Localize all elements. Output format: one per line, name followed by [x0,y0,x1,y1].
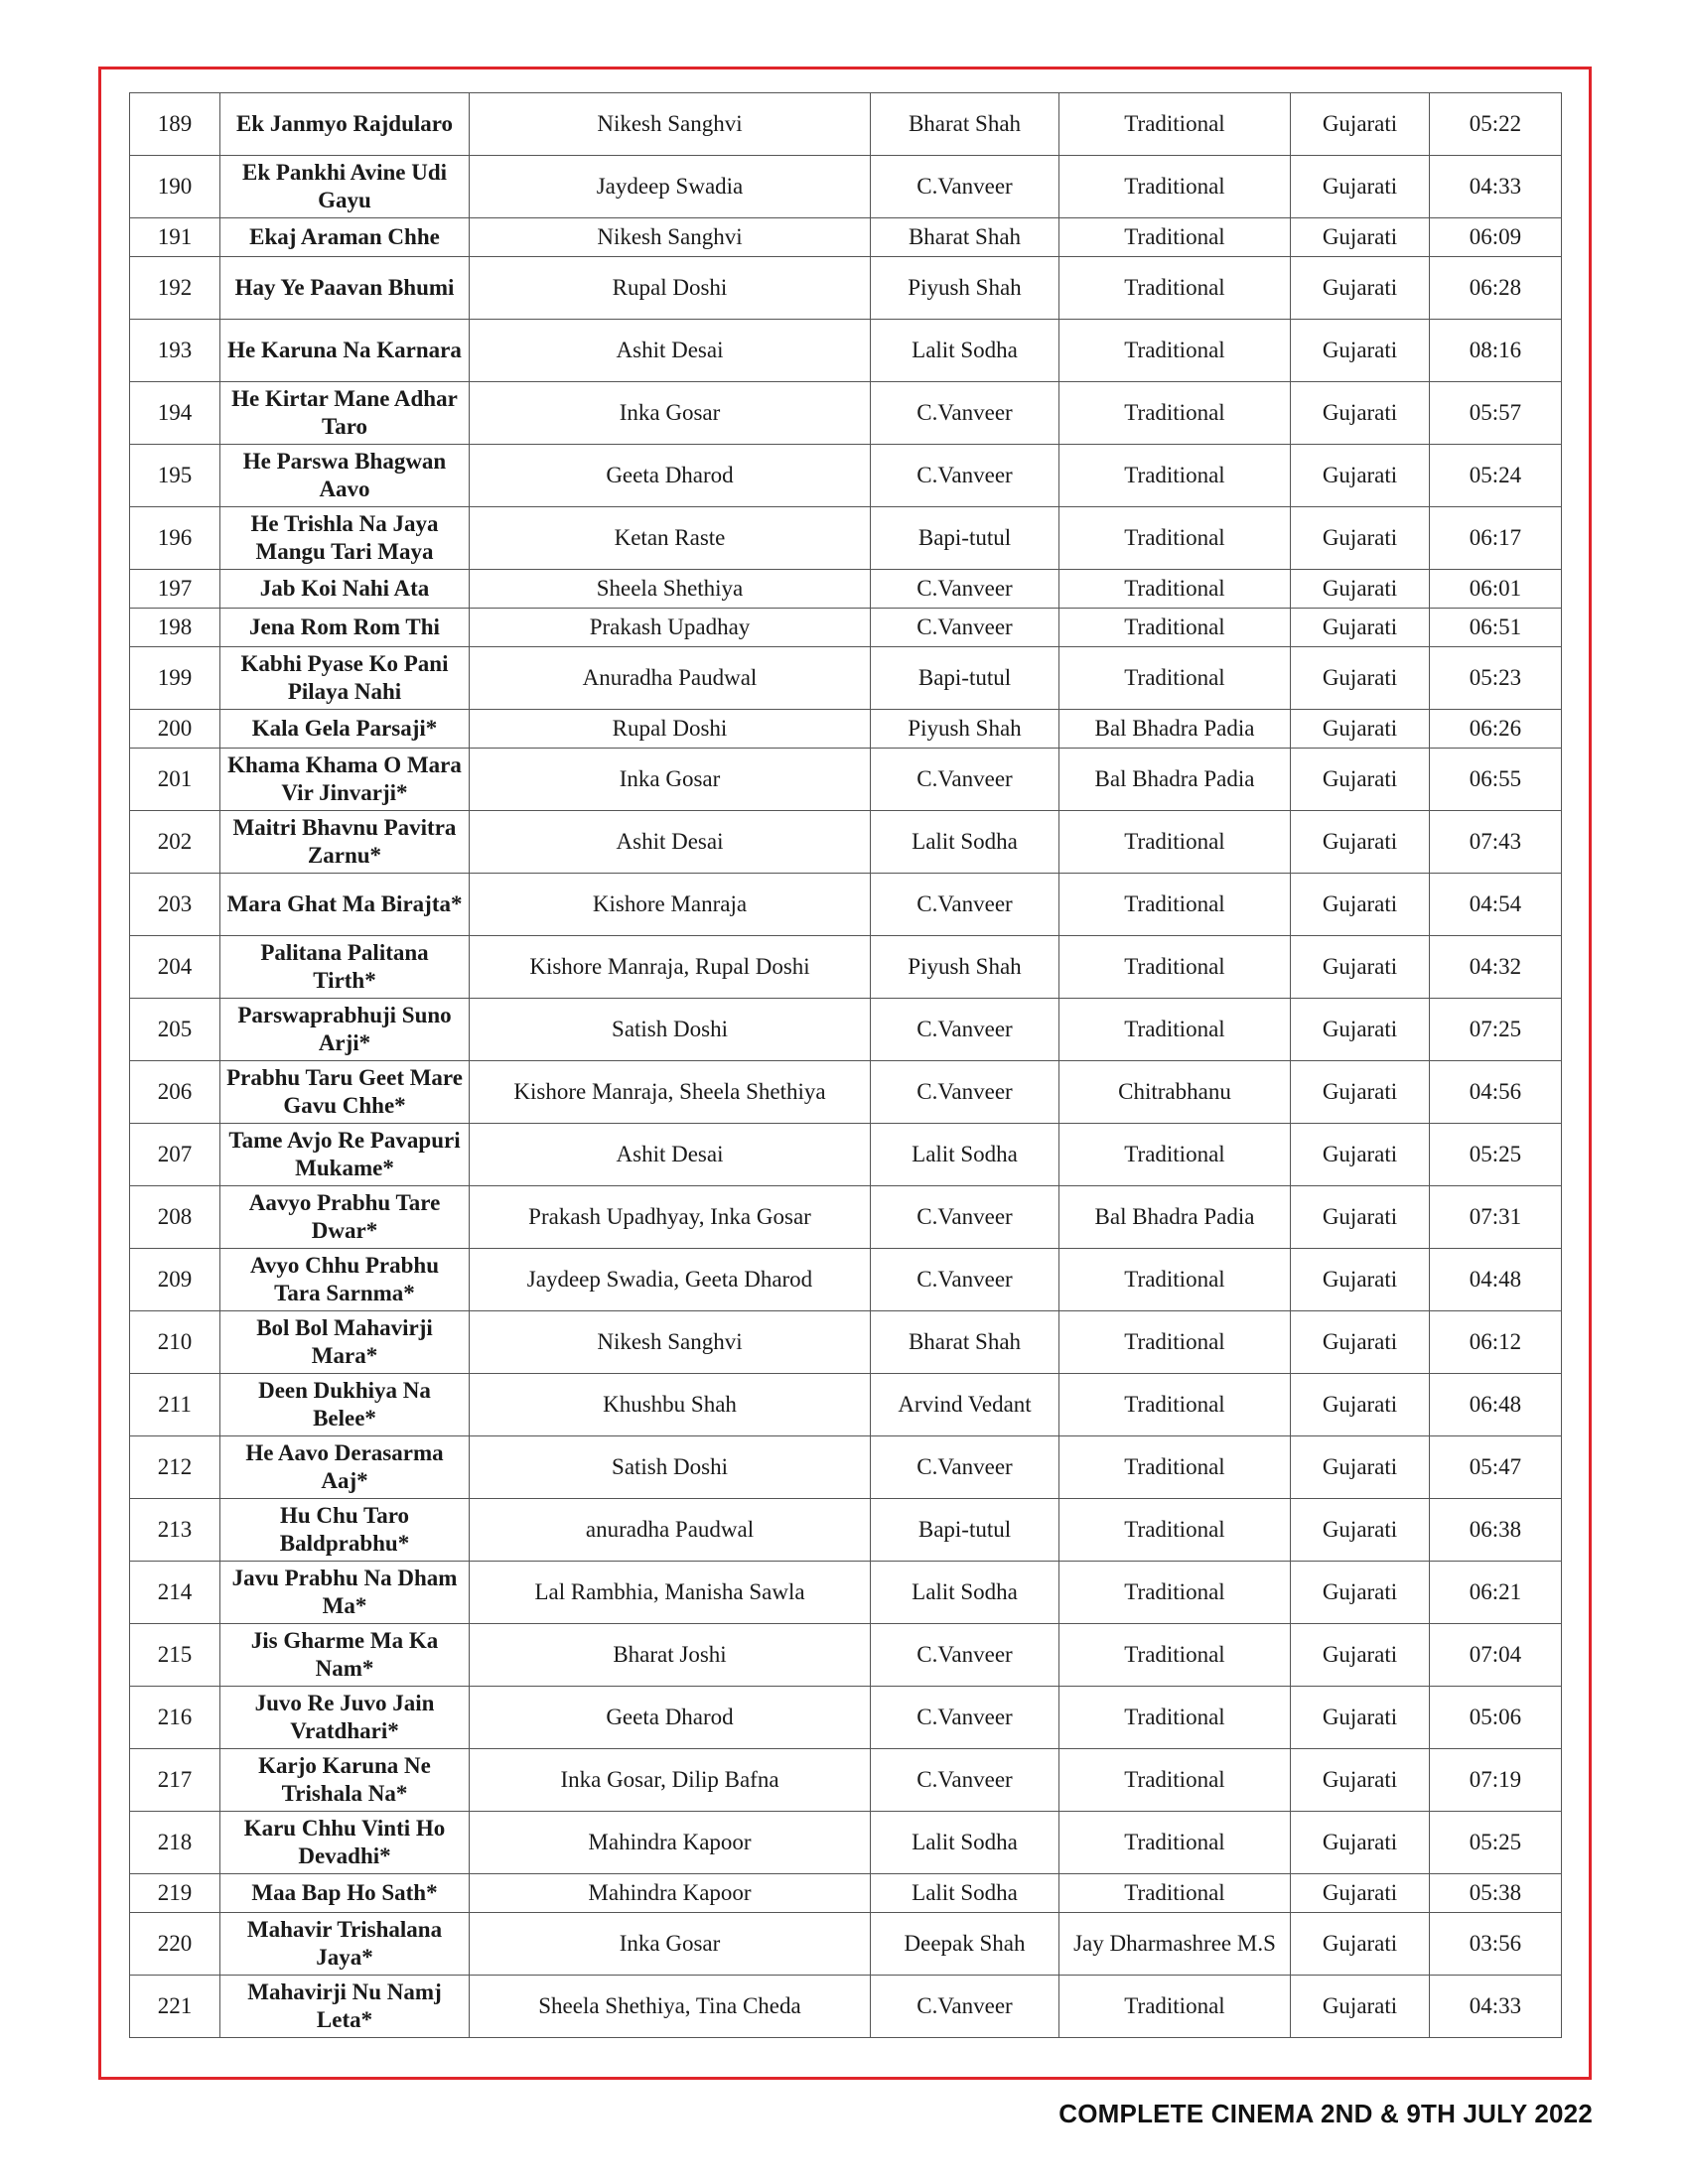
cell-singer: anuradha Paudwal [470,1499,871,1562]
cell-language: Gujarati [1291,647,1430,710]
cell-music-director: C.Vanveer [871,382,1059,445]
cell-music-director: Lalit Sodha [871,1124,1059,1186]
table-row [130,93,1562,156]
cell-singer: Nikesh Sanghvi [470,218,871,257]
cell-singer: Jaydeep Swadia [470,156,871,218]
cell-music-director: Bapi-tutul [871,647,1059,710]
cell-music-director: C.Vanveer [871,445,1059,507]
cell-music-director: C.Vanveer [871,1436,1059,1499]
cell-language: Gujarati [1291,1874,1430,1913]
cell-singer: Mahindra Kapoor [470,1812,871,1874]
cell-music-director: Deepak Shah [871,1913,1059,1976]
cell-duration: 05:25 [1430,1124,1562,1186]
table-row [130,257,1562,320]
cell-singer: Mahindra Kapoor [470,1874,871,1913]
cell-duration: 07:25 [1430,999,1562,1061]
table-row [130,1499,1562,1562]
cell-song-number: 204 [130,936,220,999]
cell-music-director: Arvind Vedant [871,1374,1059,1436]
cell-music-director: C.Vanveer [871,1186,1059,1249]
table-row [130,218,1562,257]
cell-duration: 05:06 [1430,1687,1562,1749]
cell-language: Gujarati [1291,1812,1430,1874]
cell-lyricist: Traditional [1059,1311,1291,1374]
cell-lyricist: Jay Dharmashree M.S [1059,1913,1291,1976]
cell-language: Gujarati [1291,1186,1430,1249]
cell-duration: 07:04 [1430,1624,1562,1687]
cell-song-number: 189 [130,93,220,156]
cell-song-title: Ek Pankhi Avine Udi Gayu [220,156,470,218]
table-row [130,1562,1562,1624]
table-row [130,1812,1562,1874]
cell-lyricist: Traditional [1059,1976,1291,2038]
cell-song-title: Mahavirji Nu Namj Leta* [220,1976,470,2038]
cell-music-director: Lalit Sodha [871,1874,1059,1913]
cell-song-title: Hu Chu Taro Baldprabhu* [220,1499,470,1562]
cell-song-title: Jab Koi Nahi Ata [220,570,470,609]
cell-duration: 07:43 [1430,811,1562,874]
cell-lyricist: Traditional [1059,1624,1291,1687]
table-row [130,570,1562,609]
cell-singer: Khushbu Shah [470,1374,871,1436]
cell-duration: 04:54 [1430,874,1562,936]
cell-music-director: Bapi-tutul [871,507,1059,570]
cell-music-director: Bharat Shah [871,93,1059,156]
cell-song-number: 218 [130,1812,220,1874]
cell-duration: 04:32 [1430,936,1562,999]
cell-song-number: 193 [130,320,220,382]
cell-music-director: C.Vanveer [871,156,1059,218]
cell-song-number: 220 [130,1913,220,1976]
cell-song-title: Aavyo Prabhu Tare Dwar* [220,1186,470,1249]
cell-singer: Kishore Manraja, Rupal Doshi [470,936,871,999]
cell-duration: 07:31 [1430,1186,1562,1249]
cell-song-title: Hay Ye Paavan Bhumi [220,257,470,320]
cell-song-title: Palitana Palitana Tirth* [220,936,470,999]
cell-duration: 06:21 [1430,1562,1562,1624]
cell-song-title: Mahavir Trishalana Jaya* [220,1913,470,1976]
cell-lyricist: Traditional [1059,1874,1291,1913]
cell-song-title: He Karuna Na Karnara [220,320,470,382]
cell-lyricist: Traditional [1059,1499,1291,1562]
cell-music-director: Lalit Sodha [871,320,1059,382]
cell-duration: 03:56 [1430,1913,1562,1976]
cell-singer: Inka Gosar [470,382,871,445]
cell-duration: 05:57 [1430,382,1562,445]
cell-language: Gujarati [1291,1749,1430,1812]
cell-song-title: He Kirtar Mane Adhar Taro [220,382,470,445]
cell-music-director: Piyush Shah [871,710,1059,749]
table-row [130,1913,1562,1976]
cell-song-number: 219 [130,1874,220,1913]
cell-lyricist: Traditional [1059,320,1291,382]
table-row [130,999,1562,1061]
cell-duration: 06:51 [1430,609,1562,647]
cell-song-number: 209 [130,1249,220,1311]
cell-music-director: Bharat Shah [871,218,1059,257]
cell-language: Gujarati [1291,1124,1430,1186]
cell-duration: 05:47 [1430,1436,1562,1499]
cell-duration: 07:19 [1430,1749,1562,1812]
cell-song-title: Karjo Karuna Ne Trishala Na* [220,1749,470,1812]
cell-music-director: C.Vanveer [871,1249,1059,1311]
cell-lyricist: Traditional [1059,382,1291,445]
cell-song-title: Javu Prabhu Na Dham Ma* [220,1562,470,1624]
cell-duration: 06:26 [1430,710,1562,749]
cell-song-number: 200 [130,710,220,749]
cell-language: Gujarati [1291,1436,1430,1499]
cell-lyricist: Traditional [1059,811,1291,874]
cell-song-title: Jena Rom Rom Thi [220,609,470,647]
table-row [130,647,1562,710]
table-row [130,609,1562,647]
cell-language: Gujarati [1291,1976,1430,2038]
cell-duration: 05:23 [1430,647,1562,710]
cell-singer: Nikesh Sanghvi [470,1311,871,1374]
table-row [130,1976,1562,2038]
cell-music-director: C.Vanveer [871,570,1059,609]
cell-lyricist: Traditional [1059,445,1291,507]
table-row [130,936,1562,999]
cell-singer: Geeta Dharod [470,445,871,507]
cell-singer: Ashit Desai [470,320,871,382]
cell-singer: Kishore Manraja [470,874,871,936]
cell-language: Gujarati [1291,1624,1430,1687]
cell-language: Gujarati [1291,507,1430,570]
cell-singer: Rupal Doshi [470,257,871,320]
table-row [130,1186,1562,1249]
cell-singer: Sheela Shethiya [470,570,871,609]
cell-duration: 05:24 [1430,445,1562,507]
cell-lyricist: Bal Bhadra Padia [1059,710,1291,749]
cell-singer: Inka Gosar [470,1913,871,1976]
cell-singer: Satish Doshi [470,1436,871,1499]
cell-language: Gujarati [1291,218,1430,257]
cell-song-number: 208 [130,1186,220,1249]
cell-lyricist: Traditional [1059,1687,1291,1749]
cell-language: Gujarati [1291,1913,1430,1976]
cell-song-title: Khama Khama O Mara Vir Jinvarji* [220,749,470,811]
cell-music-director: Piyush Shah [871,257,1059,320]
table-row [130,1374,1562,1436]
cell-song-title: Juvo Re Juvo Jain Vratdhari* [220,1687,470,1749]
cell-lyricist: Bal Bhadra Padia [1059,1186,1291,1249]
table-row [130,1687,1562,1749]
cell-song-number: 202 [130,811,220,874]
cell-language: Gujarati [1291,1499,1430,1562]
cell-singer: Satish Doshi [470,999,871,1061]
cell-duration: 05:22 [1430,93,1562,156]
cell-song-number: 191 [130,218,220,257]
cell-duration: 05:25 [1430,1812,1562,1874]
cell-duration: 05:38 [1430,1874,1562,1913]
cell-song-title: He Aavo Derasarma Aaj* [220,1436,470,1499]
table-row [130,1061,1562,1124]
table-row [130,1249,1562,1311]
cell-lyricist: Traditional [1059,156,1291,218]
table-row [130,1874,1562,1913]
cell-lyricist: Traditional [1059,570,1291,609]
cell-song-number: 198 [130,609,220,647]
cell-music-director: Lalit Sodha [871,811,1059,874]
cell-song-number: 207 [130,1124,220,1186]
cell-song-number: 216 [130,1687,220,1749]
cell-duration: 06:09 [1430,218,1562,257]
cell-language: Gujarati [1291,1061,1430,1124]
cell-song-number: 203 [130,874,220,936]
cell-singer: Ashit Desai [470,1124,871,1186]
cell-duration: 06:55 [1430,749,1562,811]
cell-lyricist: Traditional [1059,93,1291,156]
cell-music-director: Bharat Shah [871,1311,1059,1374]
cell-song-title: Deen Dukhiya Na Belee* [220,1374,470,1436]
cell-duration: 04:33 [1430,1976,1562,2038]
cell-lyricist: Traditional [1059,1374,1291,1436]
song-table [129,92,1562,2038]
cell-music-director: C.Vanveer [871,874,1059,936]
cell-song-number: 215 [130,1624,220,1687]
cell-music-director: C.Vanveer [871,1687,1059,1749]
cell-singer: Rupal Doshi [470,710,871,749]
cell-singer: Prakash Upadhay [470,609,871,647]
cell-language: Gujarati [1291,936,1430,999]
cell-lyricist: Traditional [1059,936,1291,999]
cell-lyricist: Chitrabhanu [1059,1061,1291,1124]
cell-song-number: 217 [130,1749,220,1812]
cell-song-number: 192 [130,257,220,320]
cell-language: Gujarati [1291,93,1430,156]
cell-lyricist: Traditional [1059,1562,1291,1624]
cell-language: Gujarati [1291,710,1430,749]
cell-language: Gujarati [1291,1249,1430,1311]
cell-language: Gujarati [1291,382,1430,445]
cell-song-title: He Parswa Bhagwan Aavo [220,445,470,507]
cell-language: Gujarati [1291,999,1430,1061]
cell-song-title: Kabhi Pyase Ko Pani Pilaya Nahi [220,647,470,710]
cell-song-number: 221 [130,1976,220,2038]
cell-music-director: C.Vanveer [871,999,1059,1061]
cell-duration: 04:48 [1430,1249,1562,1311]
cell-song-number: 195 [130,445,220,507]
cell-song-title: Mara Ghat Ma Birajta* [220,874,470,936]
table-row [130,749,1562,811]
cell-language: Gujarati [1291,609,1430,647]
cell-music-director: Piyush Shah [871,936,1059,999]
cell-music-director: Lalit Sodha [871,1562,1059,1624]
cell-song-number: 196 [130,507,220,570]
table-row [130,320,1562,382]
cell-duration: 06:28 [1430,257,1562,320]
cell-music-director: C.Vanveer [871,1976,1059,2038]
cell-song-title: Jis Gharme Ma Ka Nam* [220,1624,470,1687]
cell-song-title: Parswaprabhuji Suno Arji* [220,999,470,1061]
cell-duration: 06:38 [1430,1499,1562,1562]
cell-language: Gujarati [1291,320,1430,382]
cell-song-title: Avyo Chhu Prabhu Tara Sarnma* [220,1249,470,1311]
cell-song-number: 213 [130,1499,220,1562]
cell-music-director: Lalit Sodha [871,1812,1059,1874]
cell-singer: Inka Gosar [470,749,871,811]
cell-language: Gujarati [1291,811,1430,874]
cell-song-number: 206 [130,1061,220,1124]
cell-lyricist: Traditional [1059,1124,1291,1186]
footer-text: COMPLETE CINEMA 2ND & 9TH JULY 2022 [1058,2099,1593,2128]
cell-song-number: 210 [130,1311,220,1374]
table-row [130,811,1562,874]
cell-singer: Kishore Manraja, Sheela Shethiya [470,1061,871,1124]
cell-singer: Lal Rambhia, Manisha Sawla [470,1562,871,1624]
cell-music-director: C.Vanveer [871,749,1059,811]
cell-music-director: C.Vanveer [871,1061,1059,1124]
cell-song-title: He Trishla Na Jaya Mangu Tari Maya [220,507,470,570]
cell-language: Gujarati [1291,1562,1430,1624]
cell-singer: Jaydeep Swadia, Geeta Dharod [470,1249,871,1311]
cell-lyricist: Traditional [1059,218,1291,257]
cell-song-title: Tame Avjo Re Pavapuri Mukame* [220,1124,470,1186]
cell-song-title: Maitri Bhavnu Pavitra Zarnu* [220,811,470,874]
cell-song-title: Ekaj Araman Chhe [220,218,470,257]
cell-music-director: Bapi-tutul [871,1499,1059,1562]
table-row [130,156,1562,218]
cell-lyricist: Traditional [1059,1436,1291,1499]
table-row [130,382,1562,445]
table-row [130,874,1562,936]
cell-duration: 08:16 [1430,320,1562,382]
cell-lyricist: Traditional [1059,507,1291,570]
table-row [130,1124,1562,1186]
cell-singer: Bharat Joshi [470,1624,871,1687]
cell-music-director: C.Vanveer [871,1749,1059,1812]
cell-singer: Nikesh Sanghvi [470,93,871,156]
cell-lyricist: Traditional [1059,609,1291,647]
cell-language: Gujarati [1291,1374,1430,1436]
cell-duration: 06:17 [1430,507,1562,570]
cell-lyricist: Traditional [1059,1749,1291,1812]
cell-singer: Prakash Upadhyay, Inka Gosar [470,1186,871,1249]
cell-lyricist: Traditional [1059,1249,1291,1311]
cell-duration: 06:01 [1430,570,1562,609]
cell-song-number: 214 [130,1562,220,1624]
table-row [130,1436,1562,1499]
cell-song-number: 201 [130,749,220,811]
cell-lyricist: Traditional [1059,647,1291,710]
cell-song-number: 190 [130,156,220,218]
cell-singer: Inka Gosar, Dilip Bafna [470,1749,871,1812]
table-row [130,1311,1562,1374]
cell-duration: 06:48 [1430,1374,1562,1436]
cell-duration: 06:12 [1430,1311,1562,1374]
table-row [130,1749,1562,1812]
cell-song-title: Ek Janmyo Rajdularo [220,93,470,156]
cell-language: Gujarati [1291,445,1430,507]
cell-language: Gujarati [1291,1687,1430,1749]
song-table-body [130,93,1562,2038]
cell-song-title: Karu Chhu Vinti Ho Devadhi* [220,1812,470,1874]
table-row [130,445,1562,507]
cell-language: Gujarati [1291,257,1430,320]
cell-language: Gujarati [1291,1311,1430,1374]
cell-song-number: 197 [130,570,220,609]
cell-singer: Ashit Desai [470,811,871,874]
cell-song-title: Bol Bol Mahavirji Mara* [220,1311,470,1374]
cell-lyricist: Bal Bhadra Padia [1059,749,1291,811]
cell-duration: 04:33 [1430,156,1562,218]
cell-song-number: 211 [130,1374,220,1436]
cell-language: Gujarati [1291,570,1430,609]
cell-song-title: Kala Gela Parsaji* [220,710,470,749]
cell-lyricist: Traditional [1059,1812,1291,1874]
cell-duration: 04:56 [1430,1061,1562,1124]
table-row [130,1624,1562,1687]
cell-song-number: 194 [130,382,220,445]
table-row [130,507,1562,570]
cell-song-title: Prabhu Taru Geet Mare Gavu Chhe* [220,1061,470,1124]
cell-lyricist: Traditional [1059,257,1291,320]
cell-music-director: C.Vanveer [871,1624,1059,1687]
cell-music-director: C.Vanveer [871,609,1059,647]
cell-singer: Anuradha Paudwal [470,647,871,710]
table-row [130,710,1562,749]
cell-song-number: 205 [130,999,220,1061]
cell-singer: Ketan Raste [470,507,871,570]
cell-lyricist: Traditional [1059,874,1291,936]
cell-singer: Geeta Dharod [470,1687,871,1749]
cell-language: Gujarati [1291,156,1430,218]
cell-song-number: 212 [130,1436,220,1499]
cell-song-number: 199 [130,647,220,710]
cell-lyricist: Traditional [1059,999,1291,1061]
cell-language: Gujarati [1291,874,1430,936]
cell-singer: Sheela Shethiya, Tina Cheda [470,1976,871,2038]
cell-language: Gujarati [1291,749,1430,811]
cell-song-title: Maa Bap Ho Sath* [220,1874,470,1913]
